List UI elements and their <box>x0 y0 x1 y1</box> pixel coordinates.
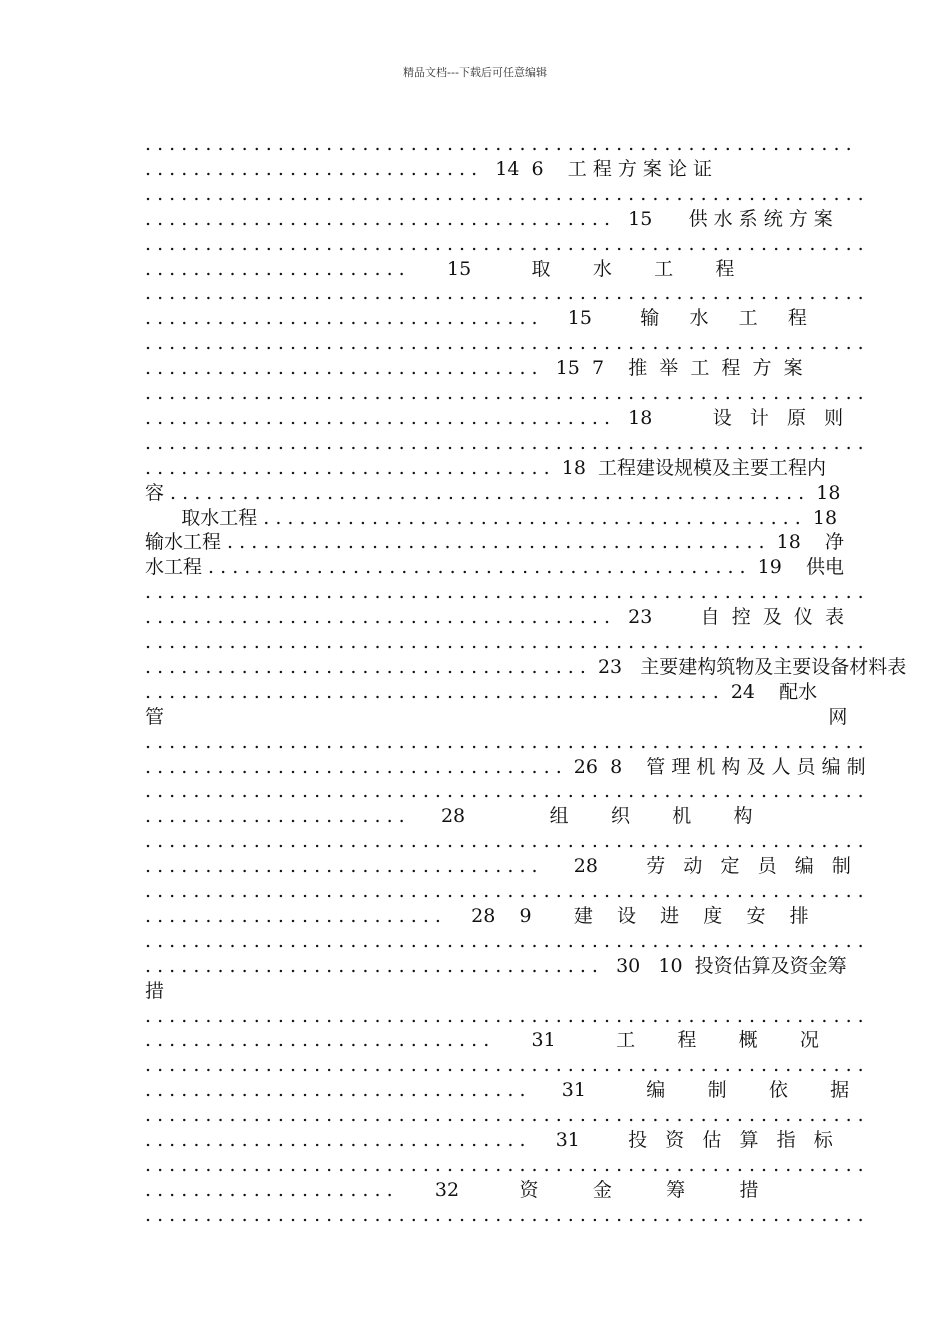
toc-line: . . . . . . . . . . . . . . . . . . . . . . . . . . . . . . . . . . . . . . . 15 供 水 系 统 方 案 <box>145 207 833 230</box>
toc-line: . . . . . . . . . . . . . . . . . . . . . . . . . . . . . . . . . . . . . . . . . . . . . . . . . . . . . . . . . . . . <box>145 431 864 454</box>
toc-line: . . . . . . . . . . . . . . . . . . . . . . . . . . . . . . . . . . . . . . . . . . . . . . . . . . . . . . . . . . . . <box>145 182 864 205</box>
toc-line: . . . . . . . . . . . . . . . . . . . . . . . . . . . . . 31 工 程 概 况 <box>145 1029 819 1052</box>
toc-line: . . . . . . . . . . . . . . . . . . . . . . . . . . . . . . . . . . . . . . . . . . . . . . . . 24 配水 <box>145 680 818 703</box>
toc-line: 水工程 . . . . . . . . . . . . . . . . . . . . . . . . . . . . . . . . . . . . . . . . . . . . . 19 供电 <box>145 556 844 579</box>
toc-line: . . . . . . . . . . . . . . . . . . . . . . . . . . . . . . . . . . 18 工程建设规模及主要工程内 <box>145 456 826 479</box>
toc-line: . . . . . . . . . . . . . . . . . . . . . . . . . . . . . . . . . . . . . . . . . . . . . . . . . . . . . . . . . . . . <box>145 929 864 952</box>
toc-line: . . . . . . . . . . . . . . . . . . . . . . . . . . . . . . . . . . . . . . . 18 设 计 原 则 <box>145 406 844 429</box>
toc-line: . . . . . . . . . . . . . . . . . . . . . . . . . . . . . . . . . . . . . . . . . . . . . . . . . . . . . . . . . . . . <box>145 631 864 653</box>
toc-line: . . . . . . . . . . . . . . . . . . . . . . . . . . . . . . . . . . . . . . 30 10 投资估算及资金筹 <box>145 954 847 977</box>
toc-line: 措 <box>145 979 165 1002</box>
toc-line: 容 . . . . . . . . . . . . . . . . . . . . . . . . . . . . . . . . . . . . . . . . . . . . . . . . . . . . . 18 <box>145 481 841 504</box>
toc-line: . . . . . . . . . . . . . . . . . . . . . . . . . . . . . . . . . . . . . . . . . . . . . . . . . . . . . . . . . . . . <box>145 1104 864 1127</box>
toc-line: . . . . . . . . . . . . . . . . . . . . . . . . . . . . . . . . . . . . . . . . . . . . . . . . . . . . . . . . . . . . <box>145 880 864 902</box>
toc-line: . . . . . . . . . . . . . . . . . . . . . . . . . . . . . . . . 31 投 资 估 算 指 标 <box>145 1129 833 1151</box>
toc-line: . . . . . . . . . . . . . . . . . . . . . . . . . . . . . . . . . . . . . . . . . . . . . . . . . . . . . . . . . . . . <box>145 581 864 604</box>
toc-line: . . . . . . . . . . . . . . . . . . . . . . . . . . . . . . . . . . . . . . . 23 自 控 及 仪 表 <box>145 606 844 629</box>
toc-line: 管 网 <box>145 705 848 728</box>
toc-line: . . . . . . . . . . . . . . . . . . . . . . . . . . . . 14 6 工 程 方 案 论 证 <box>145 157 712 180</box>
toc-line: . . . . . . . . . . . . . . . . . . . . . . . . . . . . . . . . . . . . . . . . . . . . . . . . . . . . . . . . . . . . <box>145 232 864 255</box>
toc-line: . . . . . . . . . . . . . . . . . . . . . . . . . . . . . . . . . . . . . . . . . . . . . . . . . . . . . . . . . . . . <box>145 1153 864 1176</box>
page-header: 精品文档---下载后可任意编辑 <box>403 66 547 79</box>
toc-line: . . . . . . . . . . . . . . . . . . . . . . . . . . . . . . . . . 28 劳 动 定 员 编 制 <box>145 855 851 878</box>
toc-line: . . . . . . . . . . . . . . . . . . . . . . . . . . . . . . . . . . . . . . . . . . . . . . . . . . . . . . . . . . . . <box>145 382 864 404</box>
toc-line: . . . . . . . . . . . . . . . . . . . . . . . . . . . . . . . . 31 编 制 依 据 <box>145 1079 850 1102</box>
toc-line: . . . . . . . . . . . . . . . . . . . . . . . . . . . . . . . . . . . . . . . . . . . . . . . . . . . . . . . . . . . . <box>145 1203 864 1226</box>
toc-line: . . . . . . . . . . . . . . . . . . . . . . . . . . . . . . . . . . . . . . . . . . . . . . . . . . . . . . . . . . . <box>145 133 852 155</box>
toc-line: . . . . . . . . . . . . . . . . . . . . . . . . . . . . . . . . . 15 7 推 举 工 程 方 案 <box>145 357 803 380</box>
toc-line: . . . . . . . . . . . . . . . . . . . . . . . . . . . . . . . . . . . . . . . . . . . . . . . . . . . . . . . . . . . . <box>145 282 864 305</box>
toc-line: . . . . . . . . . . . . . . . . . . . . . . . . . . . . . . . . . . . . . . . . . . . . . . . . . . . . . . . . . . . . <box>145 830 864 853</box>
toc-line: . . . . . . . . . . . . . . . . . . . . . . 28 组 织 机 构 <box>145 805 753 828</box>
toc-line: . . . . . . . . . . . . . . . . . . . . . . . . . . . . . . . . . . . . . . . . . . . . . . . . . . . . . . . . . . . . <box>145 1004 864 1027</box>
toc-line: . . . . . . . . . . . . . . . . . . . . . . . . . . . . . . . . . . . 26 8 管 理 机 构 及 人 员 编 制 <box>145 755 866 778</box>
toc-line: 输水工程 . . . . . . . . . . . . . . . . . . . . . . . . . . . . . . . . . . . . . . . . . . . . . 18 净 <box>145 531 844 554</box>
toc-line: . . . . . . . . . . . . . . . . . . . . . . . . . . . . . . . . . 15 输 水 工 程 <box>145 307 807 330</box>
toc-line: . . . . . . . . . . . . . . . . . . . . . . 15 取 水 工 程 <box>145 257 735 280</box>
toc-line: . . . . . . . . . . . . . . . . . . . . . . . . . . . . . . . . . . . . . . . . . . . . . . . . . . . . . . . . . . . . <box>145 780 864 803</box>
toc-line: . . . . . . . . . . . . . . . . . . . . . . . . . . . . . . . . . . . . . 23 主要建构筑物及主要设备材料表 <box>145 655 907 678</box>
toc-line: 取水工程 . . . . . . . . . . . . . . . . . . . . . . . . . . . . . . . . . . . . . . . . . . . . . 18 <box>145 506 838 529</box>
toc-line: . . . . . . . . . . . . . . . . . . . . . . . . . . . . . . . . . . . . . . . . . . . . . . . . . . . . . . . . . . . . <box>145 730 864 753</box>
toc-line: . . . . . . . . . . . . . . . . . . . . . . . . . . . . . . . . . . . . . . . . . . . . . . . . . . . . . . . . . . . . <box>145 1054 864 1077</box>
toc-line: . . . . . . . . . . . . . . . . . . . . . . . . . . . . . . . . . . . . . . . . . . . . . . . . . . . . . . . . . . . . <box>145 332 864 355</box>
toc-line: . . . . . . . . . . . . . . . . . . . . . . . . . 28 9 建 设 进 度 安 排 <box>145 904 809 927</box>
toc-line: . . . . . . . . . . . . . . . . . . . . . 32 资 金 筹 措 <box>145 1178 759 1201</box>
